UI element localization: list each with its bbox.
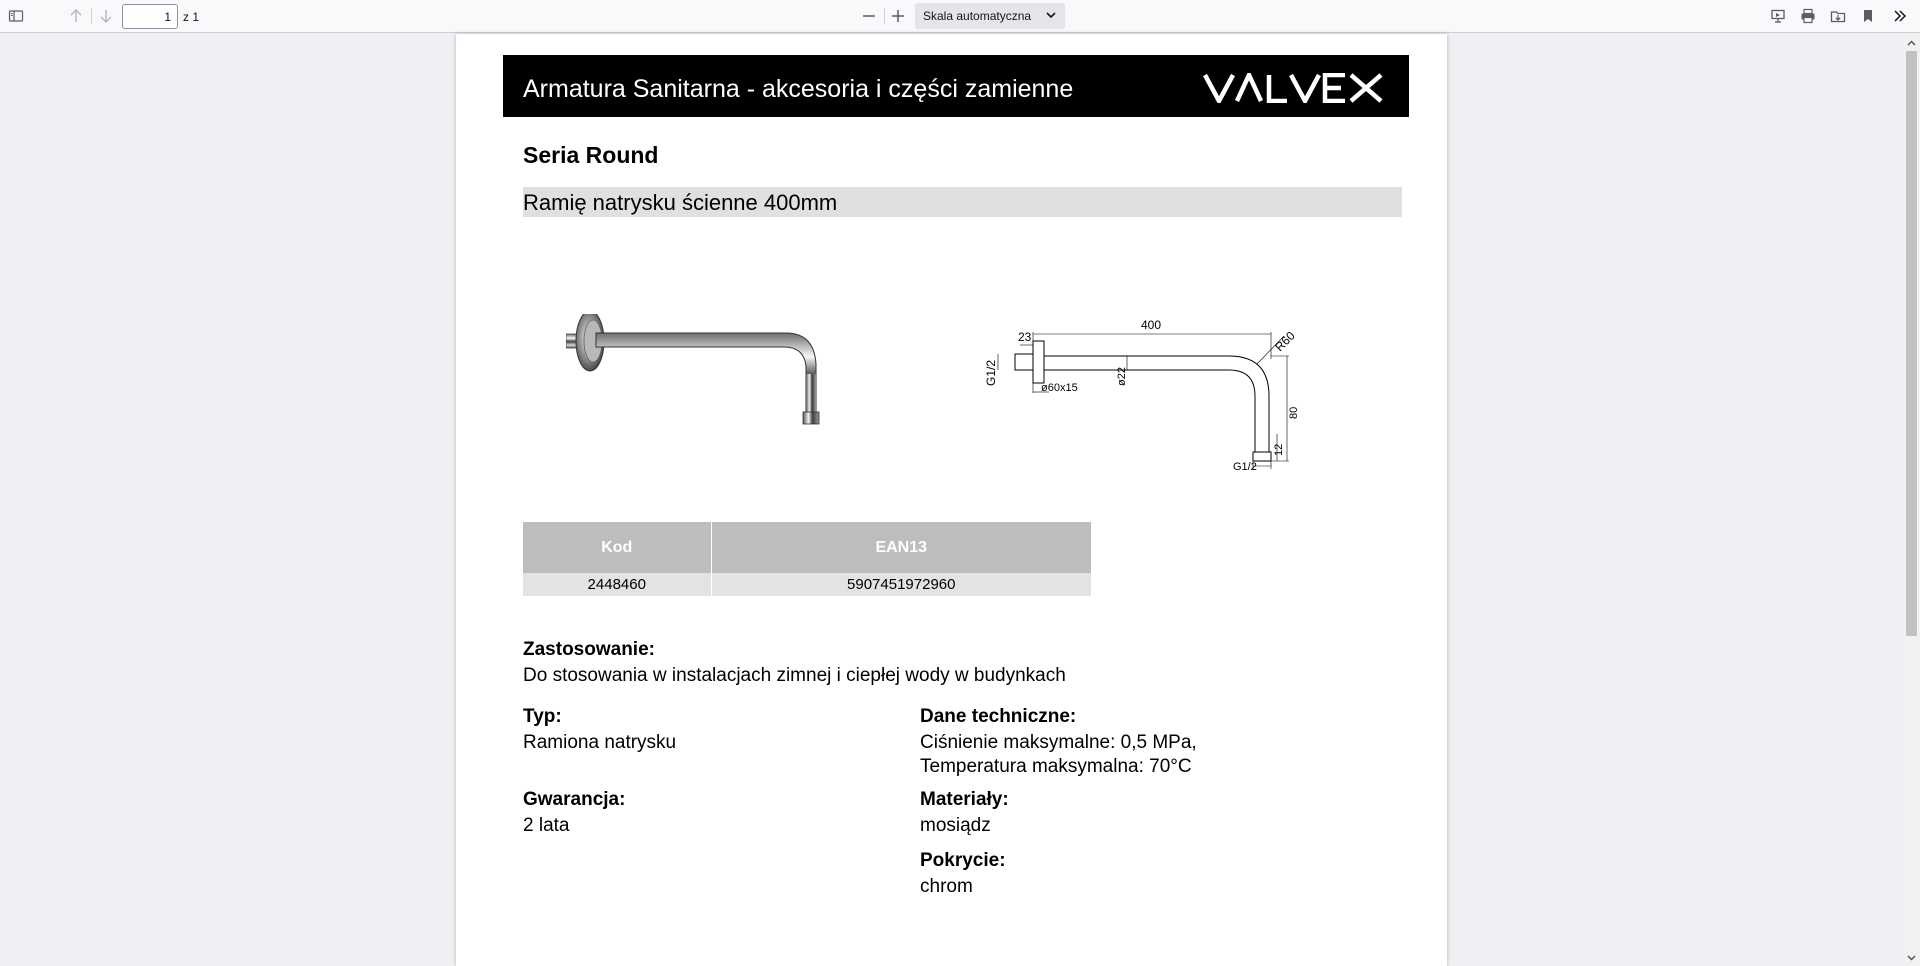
drawing-label-pipe-dia: ø22 bbox=[1116, 367, 1128, 386]
document-viewer[interactable] bbox=[0, 34, 1920, 966]
valvex-logo bbox=[1203, 73, 1385, 103]
technical-drawing bbox=[981, 304, 1321, 479]
materials-label: Materiały: bbox=[920, 789, 1009, 810]
table-row bbox=[523, 573, 1091, 596]
cell-code: 2448460 bbox=[523, 573, 711, 596]
product-code-table bbox=[523, 522, 1091, 596]
tech-data-line-2: Temperatura maksymalna: 70°C bbox=[920, 756, 1192, 777]
drawing-label-outlet-length: 12 bbox=[1273, 443, 1285, 456]
presentation-icon[interactable] bbox=[1766, 4, 1790, 28]
tech-data-line-1: Ciśnienie maksymalne: 0,5 MPa, bbox=[920, 732, 1197, 753]
header-title: Armatura Sanitarna - akcesoria i części zamienne bbox=[523, 75, 1074, 103]
page-count-label: z 1 bbox=[183, 10, 200, 24]
drawing-label-thread-top: G1/2 bbox=[984, 359, 998, 386]
document-header bbox=[503, 55, 1409, 117]
drawing-label-radius: R60 bbox=[1272, 328, 1298, 355]
drawing-label-thread-bottom: G1/2 bbox=[1233, 461, 1257, 473]
chevron-down-icon bbox=[1045, 9, 1057, 24]
pdf-toolbar bbox=[0, 0, 1920, 33]
toolbar-divider bbox=[91, 8, 92, 24]
coating-value: chrom bbox=[920, 876, 973, 897]
product-title-bar bbox=[523, 187, 1402, 217]
materials-value: mosiądz bbox=[920, 815, 991, 836]
vertical-scrollbar[interactable] bbox=[1903, 34, 1920, 966]
cell-ean: 5907451972960 bbox=[711, 573, 1091, 596]
table-header-row bbox=[523, 522, 1091, 573]
scroll-down-icon[interactable] bbox=[1903, 949, 1920, 966]
page-number-input[interactable] bbox=[122, 4, 178, 29]
zoom-out-icon[interactable] bbox=[857, 4, 881, 28]
drawing-label-length: 400 bbox=[1140, 318, 1162, 332]
warranty-value: 2 lata bbox=[523, 815, 570, 836]
zoom-in-icon[interactable] bbox=[886, 4, 910, 28]
application-value: Do stosowania w instalacjach zimnej i ciepłej wody w budynkach bbox=[523, 665, 1066, 686]
zoom-select[interactable] bbox=[915, 3, 1065, 29]
bookmark-icon[interactable] bbox=[1856, 4, 1880, 28]
type-label: Typ: bbox=[523, 706, 562, 727]
series-title: Seria Round bbox=[523, 142, 659, 168]
zoom-select-value: Skala automatyczna bbox=[923, 9, 1032, 23]
product-name: Ramię natrysku ścienne 400mm bbox=[523, 190, 838, 215]
arrow-down-icon[interactable] bbox=[94, 4, 118, 28]
more-tools-icon[interactable] bbox=[1888, 4, 1912, 28]
type-value: Ramiona natrysku bbox=[523, 732, 677, 753]
toolbar-divider bbox=[884, 8, 885, 24]
drawing-label-flange-dim: ø60x15 bbox=[1041, 382, 1078, 394]
scrollbar-thumb[interactable] bbox=[1906, 51, 1917, 636]
drawing-label-flange-depth: 23 bbox=[1018, 330, 1032, 344]
save-icon[interactable] bbox=[1826, 4, 1850, 28]
column-header-code: Kod bbox=[523, 522, 711, 573]
print-icon[interactable] bbox=[1796, 4, 1820, 28]
product-photo bbox=[566, 314, 826, 439]
tech-data-label: Dane techniczne: bbox=[920, 706, 1077, 727]
scroll-up-icon[interactable] bbox=[1903, 34, 1920, 51]
application-label: Zastosowanie: bbox=[523, 639, 655, 660]
warranty-label: Gwarancja: bbox=[523, 789, 626, 810]
coating-label: Pokrycie: bbox=[920, 850, 1006, 871]
drawing-label-height: 80 bbox=[1288, 406, 1300, 419]
pdf-page bbox=[456, 34, 1447, 966]
column-header-ean: EAN13 bbox=[711, 522, 1091, 573]
arrow-up-icon[interactable] bbox=[64, 4, 88, 28]
sidebar-toggle-icon[interactable] bbox=[4, 4, 28, 28]
